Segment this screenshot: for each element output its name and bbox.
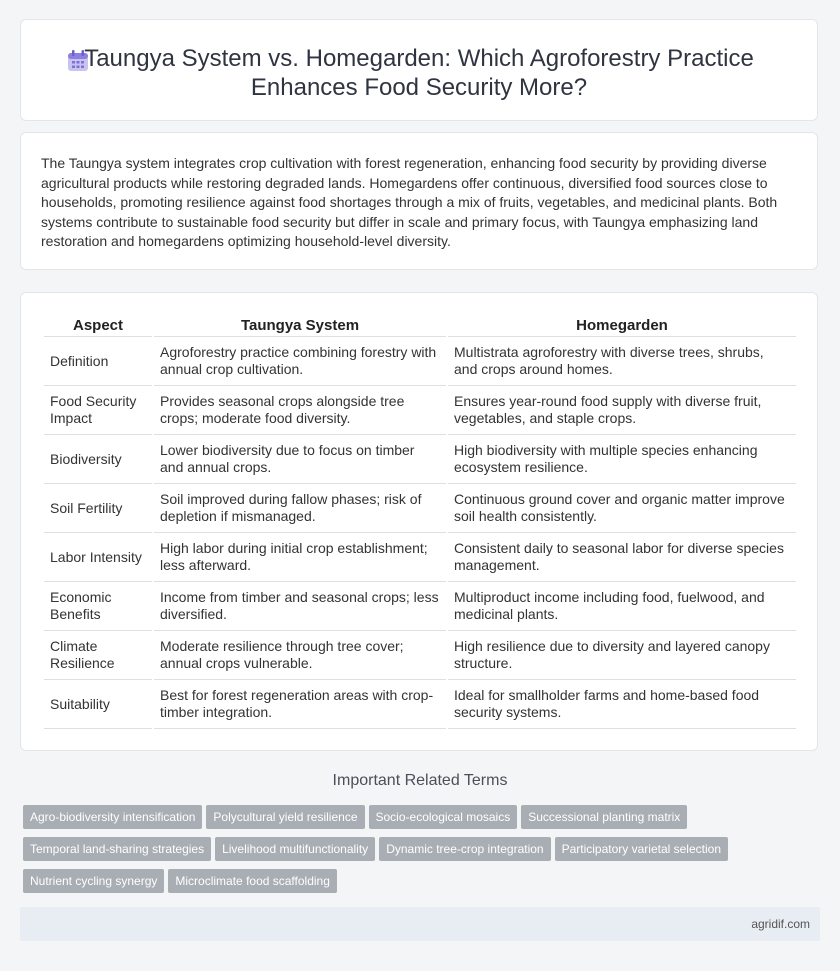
table-row xyxy=(44,484,796,533)
cell-homegarden: Ideal for smallholder farms and home-based food security systems. xyxy=(448,680,796,729)
table-row xyxy=(44,533,796,582)
cell-taungya: Lower biodiversity due to focus on timber and annual crops. xyxy=(154,435,446,484)
cell-homegarden: High resilience due to diversity and layered canopy structure. xyxy=(448,631,796,680)
related-term-tag[interactable]: Agro-biodiversity intensification xyxy=(23,805,202,829)
intro-card xyxy=(20,132,818,270)
cell-taungya: High labor during initial crop establishment; less afterward. xyxy=(154,533,446,582)
intro-paragraph: The Taungya system integrates crop cultivation with forest regeneration, enhancing food security by providing diverse agricultural products while restoring degraded lands. Homegardens offer continuous, diversified food sources close to households, promoting resilience against food shortages through a mix of fruits, vegetables, and medicinal plants. Both systems contribute to sustainable food security but differ in scale and primary focus, with Taungya emphasizing land restoration and homegardens optimizing household-level diversity. xyxy=(41,155,778,250)
comparison-table xyxy=(42,314,798,729)
cell-homegarden: Multiproduct income including food, fuelwood, and medicinal plants. xyxy=(448,582,796,631)
header-taungya: Taungya System xyxy=(154,314,446,337)
cell-aspect: Soil Fertility xyxy=(44,484,152,533)
cell-taungya: Moderate resilience through tree cover; annual crops vulnerable. xyxy=(154,631,446,680)
page-title-line1: Taungya System vs. Homegarden: Which Agroforestry Practice xyxy=(84,45,754,72)
related-term-tag[interactable]: Successional planting matrix xyxy=(521,805,687,829)
table-row xyxy=(44,386,796,435)
cell-homegarden: Multistrata agroforestry with diverse trees, shrubs, and crops around homes. xyxy=(448,337,796,386)
header-aspect: Aspect xyxy=(44,314,152,337)
cell-homegarden: High biodiversity with multiple species enhancing ecosystem resilience. xyxy=(448,435,796,484)
cell-aspect: Climate Resilience xyxy=(44,631,152,680)
cell-aspect: Labor Intensity xyxy=(44,533,152,582)
related-term-tag[interactable]: Nutrient cycling synergy xyxy=(23,869,164,893)
footer-site[interactable]: agridif.com xyxy=(751,917,810,931)
page-title-line2: Enhances Food Security More? xyxy=(250,74,588,101)
table-row xyxy=(44,631,796,680)
cell-taungya: Provides seasonal crops alongside tree crops; moderate food diversity. xyxy=(154,386,446,435)
table-row xyxy=(44,435,796,484)
cell-aspect: Biodiversity xyxy=(44,435,152,484)
cell-aspect: Definition xyxy=(44,337,152,386)
header-homegarden: Homegarden xyxy=(448,314,796,337)
cell-taungya: Agroforestry practice combining forestry with annual crop cultivation. xyxy=(154,337,446,386)
cell-homegarden: Consistent daily to seasonal labor for diverse species management. xyxy=(448,533,796,582)
related-term-tag[interactable]: Temporal land-sharing strategies xyxy=(23,837,211,861)
cell-aspect: Food Security Impact xyxy=(44,386,152,435)
cell-aspect: Economic Benefits xyxy=(44,582,152,631)
related-terms-title: Important Related Terms xyxy=(332,772,508,789)
cell-aspect: Suitability xyxy=(44,680,152,729)
related-term-tag[interactable]: Microclimate food scaffolding xyxy=(168,869,337,893)
related-term-tag[interactable]: Socio-ecological mosaics xyxy=(369,805,518,829)
related-term-tag[interactable]: Participatory varietal selection xyxy=(555,837,728,861)
page-title xyxy=(21,44,817,102)
cell-taungya: Income from timber and seasonal crops; less diversified. xyxy=(154,582,446,631)
table-row xyxy=(44,337,796,386)
related-term-tag[interactable]: Livelihood multifunctionality xyxy=(215,837,375,861)
cell-homegarden: Ensures year-round food supply with diverse fruit, vegetables, and staple crops. xyxy=(448,386,796,435)
footer xyxy=(20,907,820,941)
cell-homegarden: Continuous ground cover and organic matter improve soil health consistently. xyxy=(448,484,796,533)
table-row xyxy=(44,680,796,729)
related-term-tag[interactable]: Polycultural yield resilience xyxy=(206,805,364,829)
cell-taungya: Best for forest regeneration areas with crop-timber integration. xyxy=(154,680,446,729)
related-terms-list xyxy=(23,805,803,901)
title-card xyxy=(20,19,818,121)
comparison-table-card xyxy=(20,292,818,751)
table-row xyxy=(44,582,796,631)
cell-taungya: Soil improved during fallow phases; risk of depletion if mismanaged. xyxy=(154,484,446,533)
related-term-tag[interactable]: Dynamic tree-crop integration xyxy=(379,837,550,861)
table-header-row xyxy=(44,314,796,337)
